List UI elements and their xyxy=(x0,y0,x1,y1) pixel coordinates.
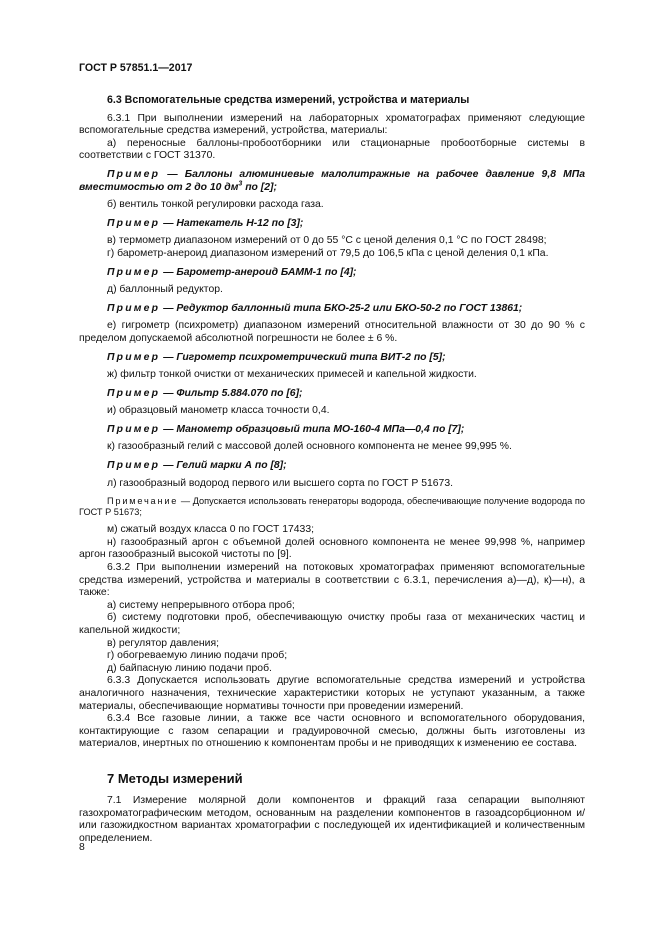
example-label: Пример xyxy=(107,168,161,180)
paragraph-6-3-2: 6.3.2 При выполнении измерений на потоковых хроматографах применяют вспомогательные средства измерений, устройства и материалы в соответствии с 6.3.1, перечисления а)—д), к)—н), а также: xyxy=(79,562,585,599)
example-label: Пример xyxy=(107,217,161,229)
example-label: Пример xyxy=(107,302,161,314)
page-number: 8 xyxy=(79,842,85,853)
example-label: Пример xyxy=(107,460,161,472)
list-item-zh: ж) фильтр тонкой очистки от механических примесей и капельной жидкости. xyxy=(107,369,477,381)
list-item-d: д) баллонный редуктор. xyxy=(107,284,223,296)
example-i xyxy=(79,424,585,437)
list-item-n: н) газообразный аргон с объемной долей основного компонента не менее 99,998 %, например аргон газообразный высокой чистоты по [9]. xyxy=(79,536,585,561)
section-heading-6-3: 6.3 Вспомогательные средства измерений, устройства и материалы xyxy=(107,94,470,106)
example-label: Пример xyxy=(107,266,161,278)
list-item-g: г) барометр-анероид диапазоном измерений от 79,5 до 106,5 кПа с ценой деления 0,1 кПа. xyxy=(107,247,549,259)
flow-item-g: г) обогреваемую линию подачи проб; xyxy=(107,650,288,662)
example-label: Пример xyxy=(107,351,161,363)
list-item-k: к) газообразный гелий с массовой долей основного компонента не менее 99,995 %. xyxy=(107,441,512,453)
example-text: — Фильтр 5.884.070 по [6]; xyxy=(160,387,303,399)
flow-item-a: а) систему непрерывного отбора проб; xyxy=(107,599,295,611)
document-body xyxy=(79,94,585,845)
note-text: — Допускается использовать генераторы водорода, обеспечивающие получение водорода по ГОСТ Р 51673; xyxy=(79,496,585,518)
list-item-m: м) сжатый воздух класса 0 по ГОСТ 17433; xyxy=(107,524,314,536)
example-a xyxy=(79,169,585,194)
flow-item-d: д) байпасную линию подачи проб. xyxy=(107,662,272,674)
paragraph-6-3-1: 6.3.1 При выполнении измерений на лабораторных хроматографах применяют следующие вспомогательные средства измерений, устройства, материалы: xyxy=(79,112,585,137)
example-text: — Гигрометр психрометрический типа ВИТ-2 по [5]; xyxy=(160,351,446,363)
list-item-e: е) гигрометр (психрометр) диапазоном измерений относительной влажности от 30 до 90 % с пределом допускаемой абсолютной погрешности не более ± 6 %. xyxy=(79,320,585,344)
paragraph-6-3-3: 6.3.3 Допускается использовать другие вспомогательные средства измерений и устройства аналогичного назначения, технические характеристики которых не уступают указанным, а также материалы, обеспечивающие нормативы точности при проведении измерений. xyxy=(79,675,585,712)
document-header: ГОСТ Р 57851.1—2017 xyxy=(79,62,193,74)
list-item-a: а) переносные баллоны-пробоотборники или стационарные пробоотборные системы в соответствии с ГОСТ 31370. xyxy=(79,137,585,162)
list-item-v: в) термометр диапазоном измерений от 0 до 55 °С с ценой деления 0,1 °С по ГОСТ 28498; xyxy=(107,235,547,247)
example-label: Пример xyxy=(107,423,161,435)
example-text: — Барометр-анероид БАММ-1 по [4]; xyxy=(160,266,357,278)
superscript: 3 xyxy=(238,180,243,188)
section-heading-7: 7 Методы измерений xyxy=(107,770,243,786)
list-item-i: и) образцовый манометр класса точности 0,4. xyxy=(107,405,330,417)
example-text: — Натекатель Н-12 по [3]; xyxy=(160,217,304,229)
paragraph-7-1: 7.1 Измерение молярной доли компонентов и фракций газа сепарации выполняют газохроматографическим методом, основанным на разделении компонентов в газоадсорбционном и/или газожидкостном вариантах хроматографии с последующей их идентификацией и количественным определением. xyxy=(79,794,585,844)
list-item-b: б) вентиль тонкой регулировки расхода газа. xyxy=(107,199,324,211)
example-g xyxy=(79,267,585,280)
example-label: Пример xyxy=(107,387,161,399)
example-tail: по [2]; xyxy=(242,181,277,193)
example-b xyxy=(79,218,585,231)
flow-item-b: б) систему подготовки проб, обеспечивающую очистку пробы газа от механических частиц и капельной жидкости; xyxy=(79,612,585,636)
example-text: — Гелий марки А по [8]; xyxy=(160,460,287,472)
example-d xyxy=(79,303,585,316)
note xyxy=(79,496,585,518)
example-text: — Редуктор баллонный типа БКО-25-2 или БКО-50-2 по ГОСТ 13861; xyxy=(160,302,523,314)
example-zh xyxy=(79,388,585,401)
example-text: — Баллоны алюминиевые малолитражные на рабочее давление 9,8 МПа вместимостью от 2 до 10 дм xyxy=(79,168,585,193)
flow-item-v: в) регулятор давления; xyxy=(107,637,219,649)
note-label: Примечание xyxy=(107,496,179,507)
paragraph-6-3-4: 6.3.4 Все газовые линии, а также все части основного и вспомогательного оборудования, контактирующие с газом сепарации и градуировочной смесью, должны быть изготовлены из материалов, инертных по отношению к компонентам пробы и не приводящих к изменению ее состава. xyxy=(79,713,585,750)
list-item-l: л) газообразный водород первого или высшего сорта по ГОСТ Р 51673. xyxy=(107,477,453,489)
example-text: — Манометр образцовый типа МО-160-4 МПа—0,4 по [7]; xyxy=(160,423,465,435)
example-k xyxy=(79,460,585,473)
example-e xyxy=(79,352,585,365)
